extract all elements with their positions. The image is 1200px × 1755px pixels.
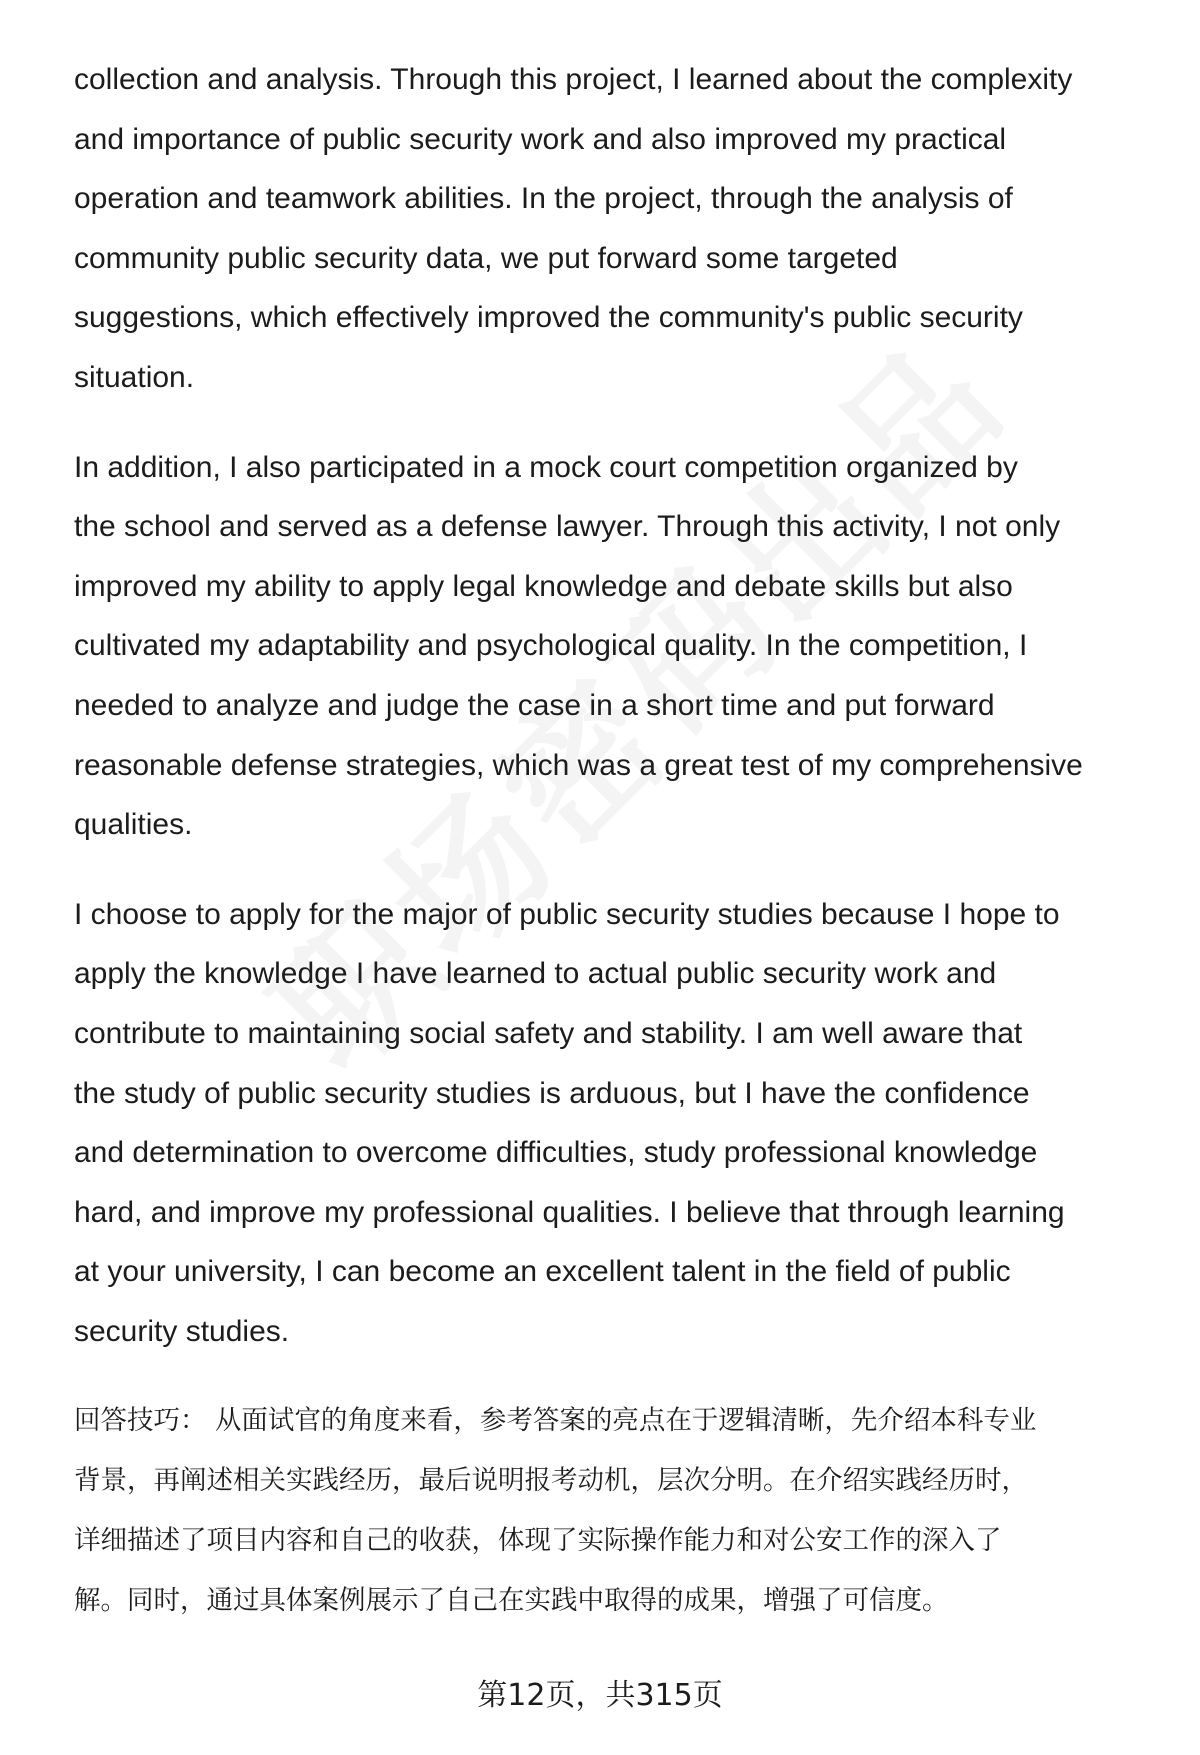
paragraph-motivation: I choose to apply for the major of public security studies because I hope to apply the knowledge I have learned to actual public security work and contribute to maintaining social safety and stability. I am well aware that the study of public security studies is arduous, but I have the confidence and determination to overcome difficulties, study professional knowledge hard, and improve my professional qualities. I believe that through learning at your university, I can become an excellent talent in the field of public security studies.	[74, 897, 1065, 1348]
answer-tip: 回答技巧： 从面试官的角度来看，参考答案的亮点在于逻辑清晰，先介绍本科专业 背景，再阐述相关实践经历，最后说明报考动机，层次分明。在介绍实践经历时， 详细描述了项目内容和自己的收获，体现了实际操作能力和对公安工作的深入了 解。同时，通过具体案例展示了自己在实践中取得的成果，增强了可信度。	[74, 1405, 1037, 1617]
paragraph-project: collection and analysis. Through this project, I learned about the complexity and importance of public security work and also improved my practical operation and teamwork abilities. In the project, through the analysis of community public security data, we put forward some targeted suggestions, which effectively improved the community's public security situation.	[74, 63, 1073, 394]
page-number: 第12页，共315页	[477, 1678, 723, 1713]
paragraph-mock-court: In addition, I also participated in a mock court competition organized by the school and served as a defense lawyer. Through this activity, I not only improved my ability to apply legal knowledge and debate skills but also cultivated my adaptability and psychological quality. In the competition, I needed to analyze and judge the case in a short time and put forward reasonable defense strategies, which was a great test of my comprehensive qualities.	[74, 450, 1083, 842]
document-body	[74, 50, 1164, 1631]
